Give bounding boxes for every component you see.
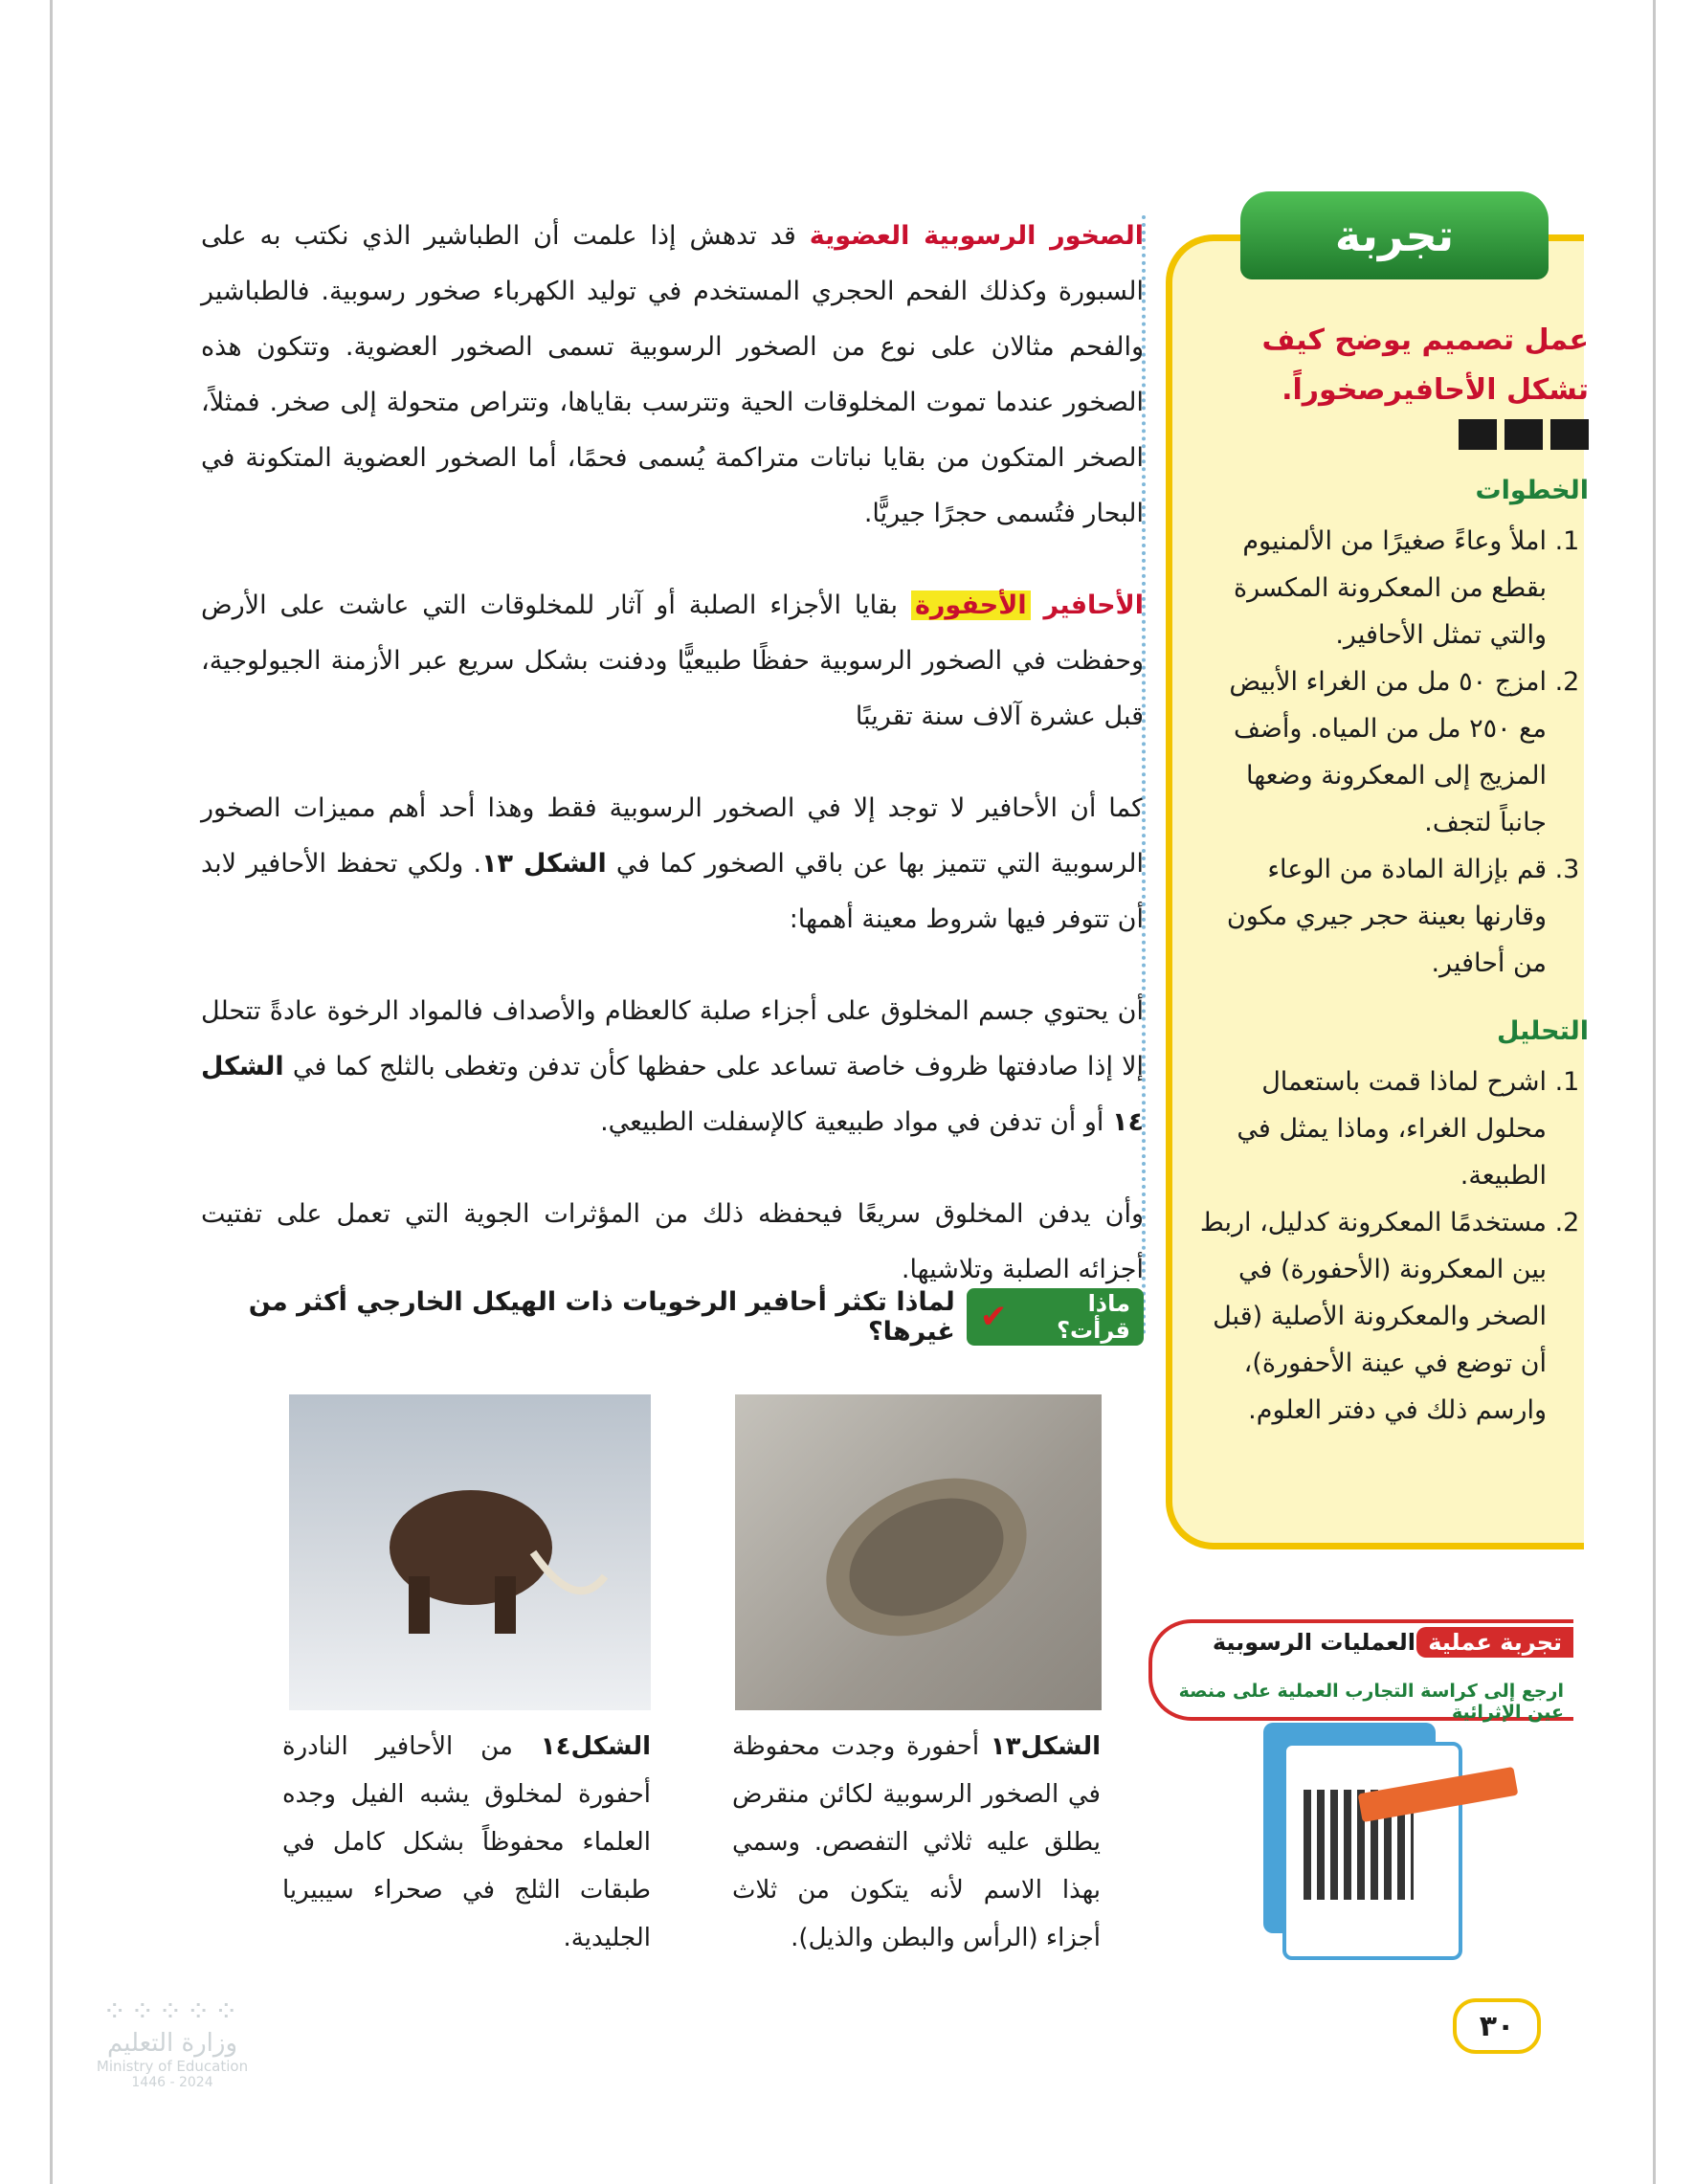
practical-title: العمليات الرسوبية: [1212, 1629, 1415, 1656]
paragraph-organic-rocks: [201, 209, 1144, 542]
analysis-item: 1. اشرح لماذا قمت باستعمال محلول الغراء، وماذا يمثل في الطبيعة.: [1196, 1059, 1547, 1199]
practical-badge: تجربة عملية: [1416, 1627, 1573, 1658]
safety-icon-hand: [1550, 419, 1589, 450]
mammoth-illustration: [289, 1394, 651, 1710]
figure-13-text: أحفورة وجدت محفوظة في الصخور الرسوبية لكائن منقرض يطلق عليه ثلاثي التفصص. وسمي بهذا الاسم لأنه يتكون من ثلاث أجزاء (الرأس والبطن والذيل).: [732, 1732, 1101, 1952]
ministry-arabic: وزارة التعليم: [106, 2029, 238, 2058]
organic-rocks-text: قد تدهش إذا علمت أن الطباشير الذي نكتب به على السبورة وكذلك الفحم الحجري المستخدم في توليد الكهرباء صخور رسوبية. فالطباشير والفحم مثالان على نوع من الصخور الرسوبية تسمى الصخور العضوية. وتتكون هذه الصخور عندما تموت المخلوقات الحية وتترسب بقاياها، وتتراص متحولة إلى صخر. فمثلاً، الصخر المتكون من بقايا نباتات متراكمة يُسمى فحمًا، أما الصخور العضوية المتكونة في البحار فتُسمى حجرًا جيريًّا.: [201, 221, 1144, 528]
lab-content: [1196, 316, 1589, 1455]
figure-13-reference: الشكل ١٣: [481, 849, 607, 879]
page-number: ٣٠: [1453, 1998, 1541, 2054]
conditions-text-a: كما أن الأحافير لا توجد إلا في الصخور الرسوبية فقط وهذا أحد أهم مميزات الصخور الرسوبية التي تتميز بها عن باقي الصخور كما في: [201, 793, 1144, 879]
fossil-term-highlight: الأحفورة: [911, 591, 1031, 620]
fossils-definition: بقايا الأجزاء الصلبة أو آثار للمخلوقات التي عاشت على الأرض وحفظت في الصخور الرسوبية حفظًا طبيعيًّا ودفنت بشكل سريع عبر الأزمنة الجيولوجية، قبل عشرة آلاف سنة تقريبًا: [201, 591, 1144, 731]
practical-note: ارجع إلى كراسة التجارب العملية على منصة عين الإثرائية: [1178, 1681, 1564, 1723]
analysis-item: 2. مستخدمًا المعكرونة كدليل، اربط بين المعكرونة (الأحفورة) في الصخر والمعكرونة الأصلية (قبل أن توضع في عينة الأحفورة)، وارسم ذلك في دفتر العلوم.: [1196, 1199, 1547, 1434]
figure-14-text: من الأحافير النادرة أحفورة لمخلوق يشبه الفيل وجده العلماء محفوظاً بشكل كامل في طبقات الثلج في صحراء سيبيريا الجليدية.: [282, 1732, 651, 1952]
reading-check-label: ماذا قرأت؟: [1057, 1290, 1130, 1344]
figure-14-reference: الشكل ١٤: [201, 1052, 1144, 1137]
reading-check-question: [196, 1287, 1144, 1347]
safety-icon-goggles: [1459, 419, 1497, 450]
trilobite-illustration: [735, 1394, 1102, 1710]
ministry-english: Ministry of Education: [96, 2058, 249, 2075]
figure-14-label: الشكل١٤: [540, 1732, 651, 1761]
conditions-text-b: . ولكي تحفظ الأحافير لابد أن تتوفر فيها شروط معينة أهمها:: [201, 849, 1144, 934]
figure-13-caption: [732, 1723, 1101, 1962]
right-edge-line: [1653, 0, 1656, 2184]
step-item: 3. قم بإزالة المادة من الوعاء وقارنها بعينة حجر جيري مكون من أحافير.: [1196, 846, 1547, 987]
lab-tab-title: تجربة: [1240, 191, 1549, 279]
analysis-heading: التحليل: [1496, 1016, 1589, 1046]
practical-experiment-box[interactable]: [1148, 1619, 1573, 1721]
left-edge-line: [50, 0, 53, 2184]
mammoth-photo: [289, 1394, 651, 1710]
paragraph-quick-burial: وأن يدفن المخلوق سريعًا فيحفظه ذلك من المؤثرات الجوية التي تعمل على تفتيت أجزائه الصلبة وتلاشيها.: [201, 1199, 1144, 1284]
paragraph-hard-parts: [201, 984, 1144, 1150]
steps-heading: الخطوات: [1475, 476, 1589, 505]
organic-rocks-heading: الصخور الرسوبية العضوية: [809, 221, 1144, 251]
step-item: 2. امزج ٥٠ مل من الغراء الأبيض مع ٢٥٠ مل من المياه. وأضف المزيج إلى المعكرونة وضعها جانباً لتجف.: [1196, 658, 1547, 846]
steps-list: [1196, 518, 1589, 987]
check-mark-icon: ✔: [979, 1298, 1008, 1336]
safety-icon-dropper: [1505, 419, 1543, 450]
reading-check-text: لماذا تكثر أحافير الرخويات ذات الهيكل الخارجي أكثر من غيرها؟: [248, 1287, 955, 1347]
step-item: 1. املأ وعاءً صغيرًا من الألمنيوم بقطع من المعكرونة المكسرة والتي تمثل الأحافير.: [1196, 518, 1547, 658]
reading-check-badge: [967, 1288, 1144, 1346]
figure-14-caption: [282, 1723, 651, 1962]
safety-icons: [1196, 419, 1589, 450]
paragraph-fossil-conditions: [201, 781, 1144, 947]
column-divider: [1142, 215, 1146, 1335]
analysis-list: [1196, 1059, 1589, 1434]
fossils-heading: الأحافير: [1043, 591, 1144, 620]
lab-title: عمل تصميم يوضح كيف تشكل الأحافيرصخوراً.: [1261, 323, 1589, 407]
figure-13-label: الشكل١٣: [990, 1732, 1102, 1761]
hard-parts-text-a: أن يحتوي جسم المخلوق على أجزاء صلبة كالعظام والأصداف فالمواد الرخوة عادةً تتحلل إلا إذا صادفتها ظروف خاصة تساعد على حفظها كأن تدفن وتغطى بالثلج كما في: [201, 996, 1144, 1081]
ministry-year: 2024 - 1446: [131, 2075, 213, 2090]
ministry-logo: [77, 1995, 268, 2090]
main-text-column: [201, 209, 1144, 1334]
hard-parts-text-b: أو أن تدفن في مواد طبيعية كالإسفلت الطبيعي.: [600, 1107, 1104, 1137]
paragraph-fossils: [201, 578, 1144, 745]
ministry-dots-icon: ⁘⁘⁘⁘⁘: [102, 1995, 242, 2029]
trilobite-fossil-photo: [735, 1394, 1102, 1710]
